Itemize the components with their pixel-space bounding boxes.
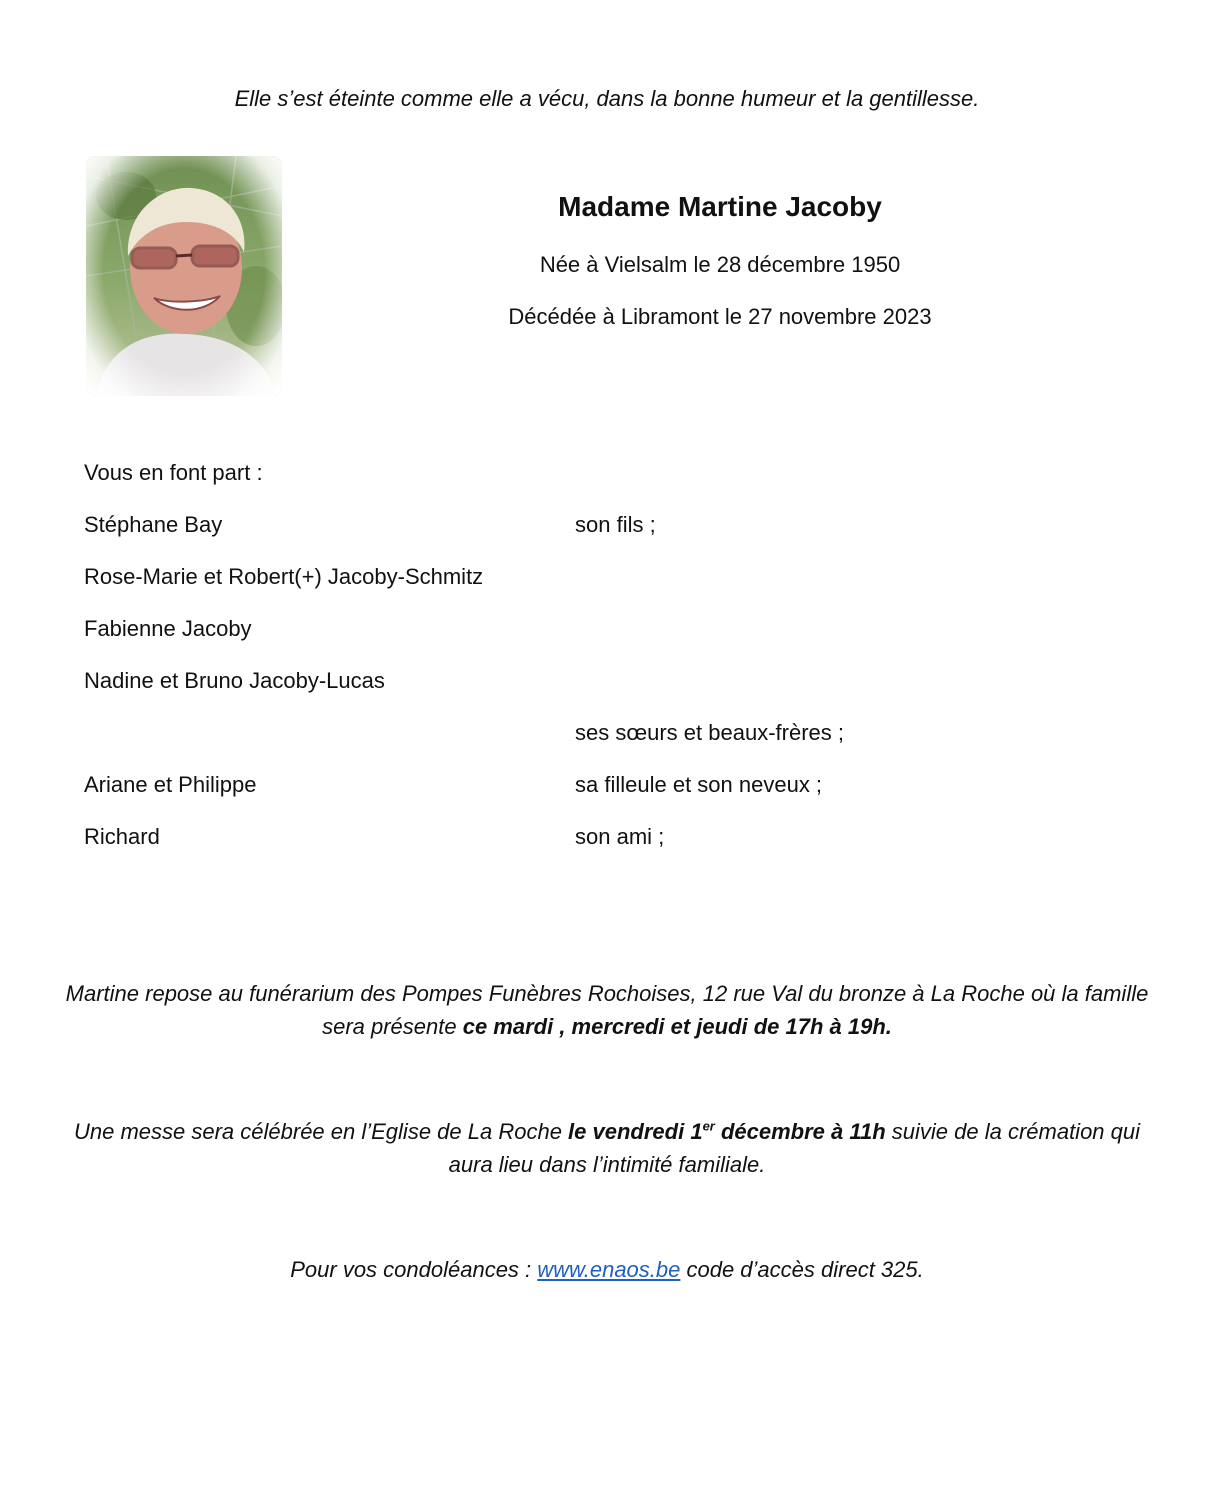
- visitation-paragraph: [60, 977, 1154, 1043]
- family-row: [84, 512, 1134, 542]
- condolences-code: code d’accès direct 325.: [680, 1257, 924, 1282]
- mass-text-after: suivie de la crémation qui aura lieu dans l’intimité familiale.: [448, 1119, 1141, 1177]
- family-member: Nadine et Bruno Jacoby-Lucas: [84, 668, 385, 693]
- deceased-name: Madame Martine Jacoby: [558, 191, 882, 222]
- family-member: Stéphane Bay: [84, 512, 223, 537]
- family-row: [84, 824, 1134, 854]
- family-relation: son fils ;: [575, 512, 656, 537]
- portrait-photo: [86, 156, 282, 396]
- portrait-vignette: [86, 156, 282, 396]
- condolences-paragraph: [60, 1253, 1154, 1286]
- mass-date: [568, 1119, 886, 1144]
- family-member: Ariane et Philippe: [84, 772, 257, 797]
- family-member: Fabienne Jacoby: [84, 616, 252, 641]
- family-member: Rose-Marie et Robert(+) Jacoby-Schmitz: [84, 564, 484, 589]
- family-row: [84, 720, 1134, 750]
- family-relation: sa filleule et son neveux ;: [575, 772, 823, 797]
- family-member: Richard: [84, 824, 160, 849]
- epigraph: Elle s’est éteinte comme elle a vécu, dans la bonne humeur et la gentillesse.: [234, 86, 980, 111]
- family-row: [84, 772, 1134, 802]
- family-relation: son ami ;: [575, 824, 665, 849]
- mass-date-ordinal: er: [702, 1118, 715, 1134]
- mass-date-day: le vendredi 1: [568, 1119, 703, 1144]
- family-relation: ses sœurs et beaux-frères ;: [575, 720, 844, 745]
- mass-paragraph: [60, 1115, 1154, 1181]
- visitation-text: Martine repose au funérarium des Pompes Funèbres Rochoises, 12 rue Val du bronze à La Roche où la famille sera présente: [65, 981, 1149, 1039]
- condolences-link[interactable]: www.enaos.be: [537, 1257, 681, 1282]
- family-row: [84, 564, 1134, 594]
- family-row: [84, 668, 1134, 698]
- mass-text: Une messe sera célébrée en l’Eglise de La Roche: [73, 1119, 569, 1144]
- visitation-hours: ce mardi , mercredi et jeudi de 17h à 19h.: [462, 1014, 892, 1039]
- death-line: Décédée à Libramont le 27 novembre 2023: [508, 304, 932, 329]
- mass-date-time: décembre à 11h: [714, 1119, 886, 1144]
- condolences-text: Pour vos condoléances :: [290, 1257, 538, 1282]
- birth-line: Née à Vielsalm le 28 décembre 1950: [539, 252, 901, 277]
- announcement-intro: Vous en font part :: [84, 460, 263, 485]
- family-row: [84, 616, 1134, 646]
